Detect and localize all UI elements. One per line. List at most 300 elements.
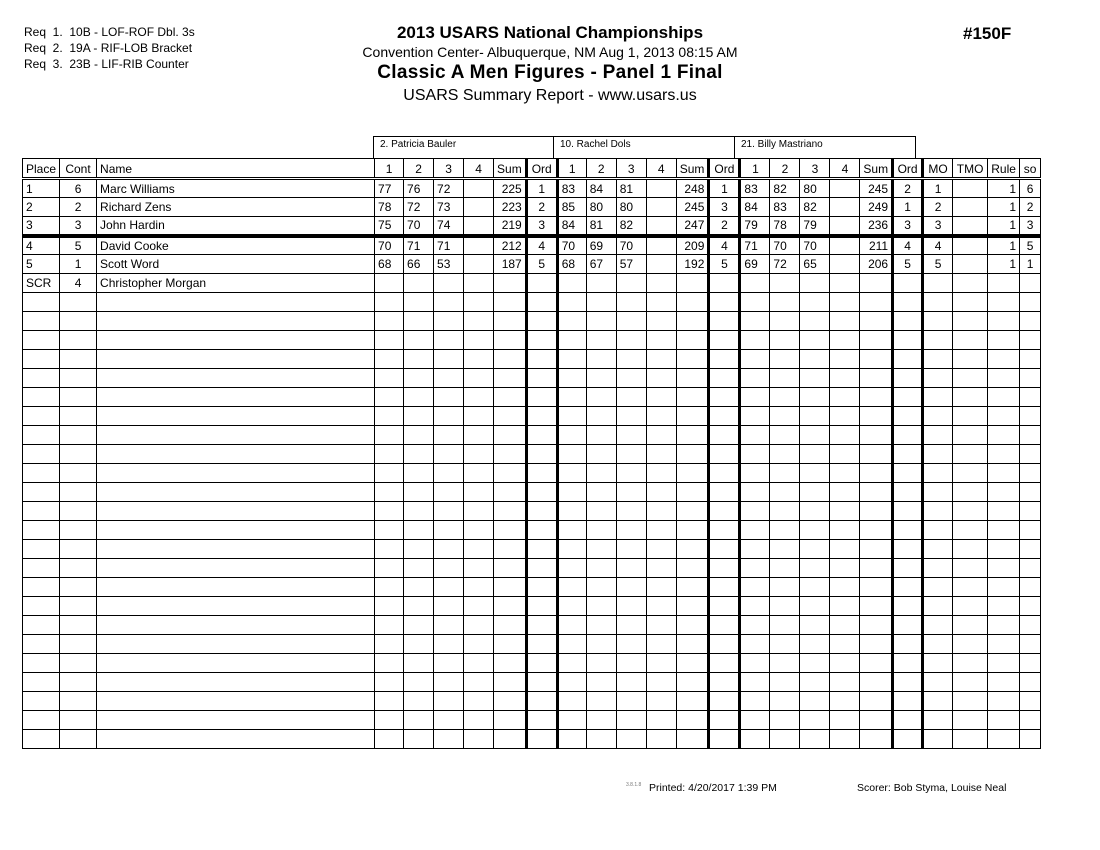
judge-3-score-4 [830, 274, 860, 293]
so-cell: 6 [1020, 179, 1041, 198]
empty-cell [60, 540, 97, 559]
empty-cell [586, 312, 616, 331]
empty-cell [988, 369, 1020, 388]
judge-3-score-3: 80 [800, 179, 830, 198]
empty-cell [988, 502, 1020, 521]
empty-cell [988, 521, 1020, 540]
empty-cell [740, 559, 770, 578]
empty-cell [557, 369, 586, 388]
empty-cell [23, 407, 60, 426]
col-so: so [1020, 159, 1041, 179]
empty-cell [1020, 426, 1041, 445]
empty-cell [557, 426, 586, 445]
judge-3-score-2: 72 [770, 255, 800, 274]
empty-cell [97, 673, 375, 692]
empty-cell [616, 426, 646, 445]
empty-cell [494, 673, 527, 692]
empty-cell [494, 597, 527, 616]
empty-cell [988, 464, 1020, 483]
empty-cell [464, 521, 494, 540]
table-row [23, 255, 1041, 274]
empty-cell [557, 616, 586, 635]
empty-cell [464, 711, 494, 730]
judge-2-score-3: 70 [616, 236, 646, 255]
empty-cell [557, 464, 586, 483]
judge-3-score-1 [740, 274, 770, 293]
empty-cell [97, 388, 375, 407]
empty-cell [893, 407, 923, 426]
judge-2-sum: 248 [676, 179, 709, 198]
empty-cell [953, 711, 988, 730]
empty-cell [800, 483, 830, 502]
empty-cell [586, 483, 616, 502]
empty-cell [434, 312, 464, 331]
empty-cell [494, 654, 527, 673]
empty-cell [97, 540, 375, 559]
empty-cell [800, 350, 830, 369]
judge-3-score-4 [830, 255, 860, 274]
requirements-list [24, 24, 195, 72]
empty-cell [770, 540, 800, 559]
empty-cell [770, 331, 800, 350]
judge-1-score-3: 53 [434, 255, 464, 274]
empty-cell [557, 502, 586, 521]
tmo-cell [953, 274, 988, 293]
empty-cell [557, 293, 586, 312]
place-cell: 1 [23, 179, 60, 198]
empty-cell [860, 692, 893, 711]
empty-cell [434, 540, 464, 559]
empty-cell [800, 388, 830, 407]
judge-2-sum: 247 [676, 217, 709, 236]
empty-cell [1020, 464, 1041, 483]
empty-cell [800, 673, 830, 692]
empty-cell [953, 540, 988, 559]
col-j1-sum: Sum [494, 159, 527, 179]
empty-cell [646, 692, 676, 711]
empty-cell [60, 483, 97, 502]
name-cell: David Cooke [97, 236, 375, 255]
judge-1-sum [494, 274, 527, 293]
empty-cell [404, 426, 434, 445]
empty-cell [953, 407, 988, 426]
empty-row [23, 673, 1041, 692]
empty-cell [953, 559, 988, 578]
empty-cell [646, 578, 676, 597]
judge-1-score-3 [434, 274, 464, 293]
empty-cell [97, 331, 375, 350]
empty-cell [740, 692, 770, 711]
empty-cell [923, 483, 953, 502]
empty-cell [526, 578, 557, 597]
col-rule: Rule [988, 159, 1020, 179]
empty-cell [800, 369, 830, 388]
empty-cell [676, 559, 709, 578]
empty-cell [988, 445, 1020, 464]
empty-cell [526, 692, 557, 711]
cont-cell: 6 [60, 179, 97, 198]
place-cell: 2 [23, 198, 60, 217]
empty-cell [923, 540, 953, 559]
empty-cell [740, 673, 770, 692]
empty-cell [404, 502, 434, 521]
empty-cell [557, 407, 586, 426]
empty-cell [557, 312, 586, 331]
empty-cell [830, 426, 860, 445]
empty-cell [860, 502, 893, 521]
judge-1-sum: 225 [494, 179, 527, 198]
rule-cell: 1 [988, 198, 1020, 217]
empty-cell [97, 521, 375, 540]
empty-cell [60, 730, 97, 749]
empty-cell [676, 483, 709, 502]
empty-cell [494, 730, 527, 749]
empty-cell [709, 597, 740, 616]
empty-cell [800, 635, 830, 654]
empty-cell [800, 578, 830, 597]
empty-cell [800, 312, 830, 331]
empty-cell [557, 559, 586, 578]
judge-2-score-3: 57 [616, 255, 646, 274]
judge-2-ordinal: 5 [709, 255, 740, 274]
empty-cell [60, 521, 97, 540]
empty-cell [676, 540, 709, 559]
empty-cell [375, 692, 404, 711]
empty-cell [770, 350, 800, 369]
empty-cell [709, 692, 740, 711]
empty-cell [97, 730, 375, 749]
judge-2-score-3: 80 [616, 198, 646, 217]
empty-cell [800, 692, 830, 711]
judge-2-score-2: 69 [586, 236, 616, 255]
empty-cell [988, 559, 1020, 578]
empty-cell [800, 730, 830, 749]
empty-cell [557, 711, 586, 730]
empty-cell [375, 350, 404, 369]
empty-cell [586, 730, 616, 749]
empty-cell [860, 673, 893, 692]
cont-cell: 1 [60, 255, 97, 274]
empty-cell [464, 464, 494, 483]
empty-cell [97, 711, 375, 730]
empty-cell [557, 388, 586, 407]
empty-cell [646, 521, 676, 540]
empty-cell [526, 464, 557, 483]
empty-cell [953, 369, 988, 388]
empty-cell [709, 483, 740, 502]
empty-cell [893, 369, 923, 388]
empty-cell [923, 597, 953, 616]
empty-cell [586, 578, 616, 597]
scorer-names: Scorer: Bob Styma, Louise Neal [857, 782, 1007, 794]
empty-cell [97, 464, 375, 483]
empty-cell [830, 730, 860, 749]
empty-cell [526, 635, 557, 654]
empty-cell [1020, 730, 1041, 749]
empty-cell [526, 540, 557, 559]
empty-cell [676, 597, 709, 616]
empty-cell [709, 464, 740, 483]
empty-cell [464, 597, 494, 616]
judge-2-score-2 [586, 274, 616, 293]
empty-cell [586, 540, 616, 559]
empty-cell [464, 692, 494, 711]
empty-cell [23, 483, 60, 502]
judge-1-score-2: 72 [404, 198, 434, 217]
cont-cell: 3 [60, 217, 97, 236]
empty-cell [586, 673, 616, 692]
empty-cell [988, 293, 1020, 312]
empty-cell [586, 654, 616, 673]
judge-2-sum: 209 [676, 236, 709, 255]
empty-cell [434, 350, 464, 369]
empty-cell [586, 369, 616, 388]
empty-cell [404, 464, 434, 483]
empty-cell [830, 692, 860, 711]
empty-row [23, 445, 1041, 464]
empty-cell [404, 312, 434, 331]
empty-cell [557, 445, 586, 464]
empty-cell [586, 635, 616, 654]
empty-cell [770, 426, 800, 445]
judge-1-score-4 [464, 198, 494, 217]
empty-cell [988, 331, 1020, 350]
empty-cell [464, 578, 494, 597]
empty-cell [923, 350, 953, 369]
empty-cell [676, 426, 709, 445]
empty-cell [494, 540, 527, 559]
empty-cell [893, 673, 923, 692]
empty-cell [526, 483, 557, 502]
judge-3-sum: 249 [860, 198, 893, 217]
col-j3-score4: 4 [830, 159, 860, 179]
empty-cell [586, 521, 616, 540]
empty-cell [923, 635, 953, 654]
empty-row [23, 502, 1041, 521]
empty-cell [404, 445, 434, 464]
mo-cell: 1 [923, 179, 953, 198]
empty-cell [988, 426, 1020, 445]
col-j2-sum: Sum [676, 159, 709, 179]
empty-cell [988, 312, 1020, 331]
empty-cell [988, 350, 1020, 369]
empty-cell [616, 654, 646, 673]
empty-cell [740, 445, 770, 464]
empty-cell [494, 559, 527, 578]
col-j1-score4: 4 [464, 159, 494, 179]
tmo-cell [953, 179, 988, 198]
judge-2-score-1: 84 [557, 217, 586, 236]
empty-cell [616, 559, 646, 578]
table-row [23, 236, 1041, 255]
col-j3-score1: 1 [740, 159, 770, 179]
col-j3-ord: Ord [893, 159, 923, 179]
judge-3-ordinal: 4 [893, 236, 923, 255]
empty-cell [616, 616, 646, 635]
empty-cell [800, 616, 830, 635]
empty-cell [860, 483, 893, 502]
empty-row [23, 483, 1041, 502]
empty-row [23, 350, 1041, 369]
empty-cell [375, 635, 404, 654]
empty-cell [23, 502, 60, 521]
empty-cell [1020, 559, 1041, 578]
empty-cell [97, 483, 375, 502]
empty-cell [860, 711, 893, 730]
judge-2-ordinal: 1 [709, 179, 740, 198]
empty-cell [616, 350, 646, 369]
rule-cell: 1 [988, 179, 1020, 198]
col-j1-ord: Ord [526, 159, 557, 179]
empty-cell [404, 521, 434, 540]
empty-cell [923, 730, 953, 749]
empty-cell [1020, 540, 1041, 559]
name-cell: Richard Zens [97, 198, 375, 217]
empty-cell [988, 578, 1020, 597]
empty-cell [526, 350, 557, 369]
empty-row [23, 312, 1041, 331]
judge-2-score-2: 81 [586, 217, 616, 236]
empty-cell [800, 502, 830, 521]
empty-cell [923, 654, 953, 673]
empty-cell [646, 388, 676, 407]
place-cell: 4 [23, 236, 60, 255]
empty-cell [676, 616, 709, 635]
judge-3-score-2: 83 [770, 198, 800, 217]
empty-cell [494, 293, 527, 312]
judge-2-score-4 [646, 236, 676, 255]
empty-cell [830, 502, 860, 521]
empty-cell [646, 426, 676, 445]
empty-cell [860, 464, 893, 483]
judge-3-score-1: 71 [740, 236, 770, 255]
empty-cell [97, 312, 375, 331]
judge-1-ordinal: 1 [526, 179, 557, 198]
empty-cell [586, 293, 616, 312]
empty-cell [709, 521, 740, 540]
empty-cell [434, 635, 464, 654]
empty-cell [434, 293, 464, 312]
empty-cell [770, 369, 800, 388]
empty-cell [434, 369, 464, 388]
empty-cell [375, 445, 404, 464]
championship-title: 2013 USARS National Championships [396, 23, 704, 42]
empty-cell [740, 578, 770, 597]
empty-cell [23, 559, 60, 578]
empty-row [23, 521, 1041, 540]
table-row [23, 179, 1041, 198]
empty-cell [526, 597, 557, 616]
empty-cell [893, 521, 923, 540]
empty-cell [97, 293, 375, 312]
empty-cell [709, 350, 740, 369]
tmo-cell [953, 217, 988, 236]
printed-timestamp: Printed: 4/20/2017 1:39 PM [649, 782, 777, 794]
empty-cell [375, 369, 404, 388]
judge-2-score-4 [646, 217, 676, 236]
empty-cell [1020, 350, 1041, 369]
empty-cell [97, 692, 375, 711]
empty-cell [434, 521, 464, 540]
empty-cell [770, 464, 800, 483]
empty-row [23, 578, 1041, 597]
empty-cell [860, 293, 893, 312]
empty-cell [1020, 502, 1041, 521]
empty-cell [404, 673, 434, 692]
empty-cell [800, 426, 830, 445]
empty-cell [740, 331, 770, 350]
empty-cell [404, 559, 434, 578]
empty-cell [526, 711, 557, 730]
empty-cell [1020, 616, 1041, 635]
empty-cell [860, 388, 893, 407]
empty-cell [464, 350, 494, 369]
tmo-cell [953, 255, 988, 274]
empty-cell [404, 331, 434, 350]
empty-cell [375, 540, 404, 559]
judge-1-score-3: 73 [434, 198, 464, 217]
empty-cell [557, 692, 586, 711]
empty-cell [646, 312, 676, 331]
empty-cell [23, 464, 60, 483]
judge-2-score-4 [646, 255, 676, 274]
empty-cell [557, 730, 586, 749]
empty-cell [893, 312, 923, 331]
empty-cell [526, 426, 557, 445]
empty-cell [676, 692, 709, 711]
empty-cell [676, 578, 709, 597]
col-j3-score3: 3 [800, 159, 830, 179]
judge-2-score-2: 84 [586, 179, 616, 198]
empty-cell [97, 635, 375, 654]
empty-cell [375, 559, 404, 578]
empty-cell [860, 616, 893, 635]
empty-cell [60, 673, 97, 692]
judge-3-ordinal: 3 [893, 217, 923, 236]
empty-cell [586, 616, 616, 635]
judge-2-score-3: 81 [616, 179, 646, 198]
empty-cell [23, 540, 60, 559]
empty-cell [893, 654, 923, 673]
empty-cell [676, 635, 709, 654]
empty-cell [434, 388, 464, 407]
judge-2-score-3 [616, 274, 646, 293]
empty-cell [434, 711, 464, 730]
empty-cell [800, 540, 830, 559]
empty-cell [830, 635, 860, 654]
empty-cell [375, 673, 404, 692]
judge-1-sum: 212 [494, 236, 527, 255]
judge-1-ordinal: 4 [526, 236, 557, 255]
empty-cell [676, 312, 709, 331]
rule-cell: 1 [988, 236, 1020, 255]
empty-cell [770, 616, 800, 635]
empty-cell [97, 407, 375, 426]
empty-cell [953, 654, 988, 673]
empty-cell [709, 331, 740, 350]
empty-cell [23, 711, 60, 730]
empty-cell [893, 293, 923, 312]
empty-cell [830, 673, 860, 692]
empty-cell [616, 445, 646, 464]
judge-2-score-2: 67 [586, 255, 616, 274]
empty-cell [800, 597, 830, 616]
empty-cell [800, 464, 830, 483]
empty-cell [676, 331, 709, 350]
empty-cell [616, 730, 646, 749]
empty-cell [60, 388, 97, 407]
mo-cell: 5 [923, 255, 953, 274]
